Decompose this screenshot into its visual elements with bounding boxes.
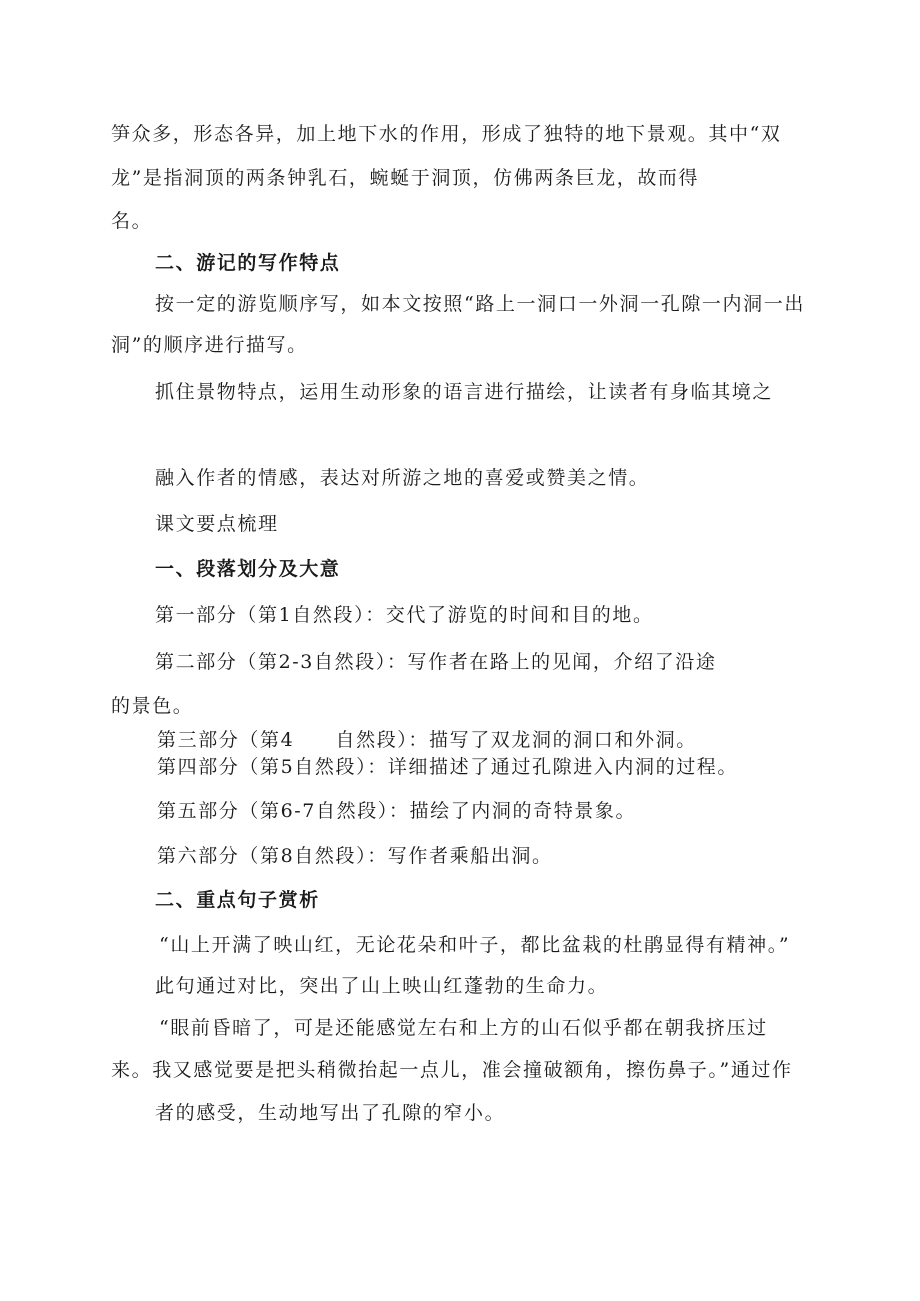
paragraph-line: 龙”是指洞顶的两条钟乳石，蜿蜒于洞顶，仿佛两条巨龙，故而得 [111,167,700,189]
section-heading: 一、段落划分及大意 [155,558,341,580]
paragraph-line: 名。 [111,210,153,232]
paragraph-line: 抓住景物特点，运用生动形象的语言进行描绘，让读者有身临其境之 [155,381,774,403]
paragraph-line: 的景色。 [111,695,194,717]
quote-line: “眼前昏暗了，可是还能感觉左右和上方的山石似乎都在朝我挤压过 [159,1017,768,1039]
paragraph-line: 第五部分（第6-7自然段）：描绘了内洞的奇特景象。 [157,800,637,822]
paragraph-line: 第三部分（第4 自然段）：描写了双龙洞的洞口和外洞。 [157,729,697,751]
paragraph-line: 者的感受，生动地写出了孔隙的窄小。 [155,1102,506,1124]
subtitle: 课文要点梳理 [155,513,279,535]
paragraph-line: 按一定的游览顺序写，如本文按照“路上一洞口一外洞一孔隙一内洞一出 [155,293,805,315]
quote-line: 来。我又感觉要是把头稍微抬起一点儿，准会撞破额角，擦伤鼻子。”通过作 [111,1059,793,1081]
paragraph-line: 第二部分（第2-3自然段）：写作者在路上的见闻，介绍了沿途 [155,651,717,673]
paragraph-line: 洞”的顺序进行描写。 [111,334,308,356]
paragraph-line: 第一部分（第1自然段）：交代了游览的时间和目的地。 [155,604,654,626]
section-heading: 二、游记的写作特点 [155,252,341,274]
quote-line: “山上开满了映山红，无论花朵和叶子，都比盆栽的杜鹃显得有精神。” [159,934,791,956]
paragraph-line: 融入作者的情感，表达对所游之地的喜爱或赞美之情。 [155,467,650,489]
paragraph-line: 此句通过对比，突出了山上映山红蓬勃的生命力。 [155,975,609,997]
paragraph-line: 第四部分（第5自然段）：详细描述了通过孔隙进入内洞的过程。 [157,756,738,778]
paragraph-line: 笋众多，形态各异，加上地下水的作用，形成了独特的地下景观。其中“双 [111,123,782,145]
paragraph-line: 第六部分（第8自然段）：写作者乘船出洞。 [157,845,553,867]
section-heading: 二、重点句子赏析 [155,889,320,911]
